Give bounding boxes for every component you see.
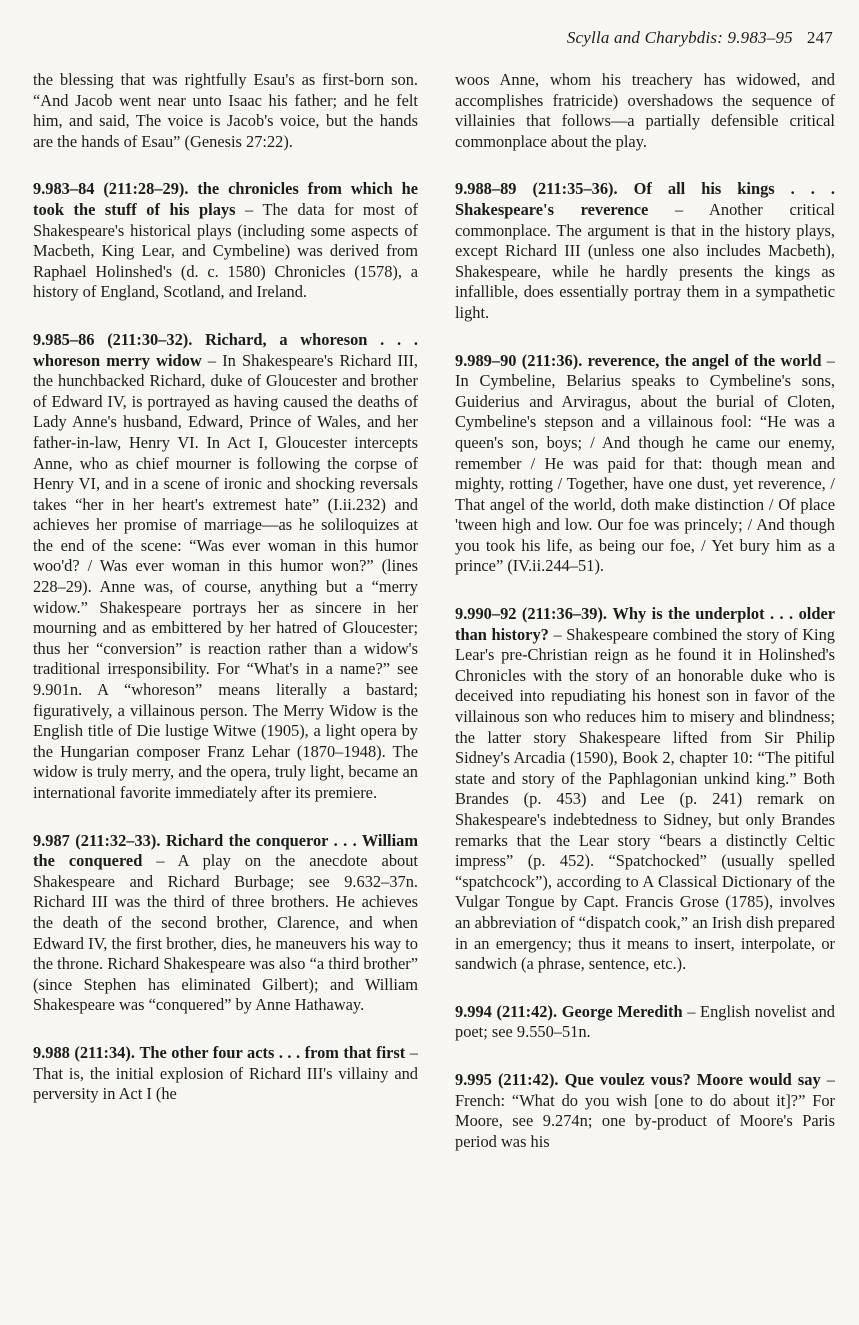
annotation-entry [455,179,835,323]
entry-lemma: the chronicles from which he took the stuff of his plays [33,179,418,219]
continued-text: woos Anne, whom his treachery has widowed, and accomplishes fratricide) overshadows the sequence of villainies that follows—a partially defensible critical commonplace about the play. [455,70,835,151]
annotation-entry [455,1070,835,1152]
entry-body: – In Cymbeline, Belarius speaks to Cymbeline's sons, Guiderius and Arviragus, about the burial of Cloten, Cymbeline's stepson and a villainous fool: “He was a queen's son, boys; / And though he came our enemy, remember / He was paid for that: though mean and mighty, rotting / Together, have one dust, yet reverence, / That angel of the world, doth make distinction / Of place 'tween high and low. Our foe was princely; / And though you took his life, as being our foe, / Yet bury him as a prince” (IV.ii.244–51). [455,350,835,576]
running-head [567,28,833,48]
entry-body: – In Shakespeare's Richard III, the hunchbacked Richard, duke of Gloucester and brother of Edward IV, is portrayed as having caused the deaths of Lady Anne's husband, Edward, Prince of Wales, and her father-in-law, Henry VI. In Act I, Gloucester intercepts Anne, who as chief mourner is following the corpse of Henry VI, and in a scene of ironic and shocking reversals takes “her in her heart's extremest hate” (I.ii.232) and achieves her promise of marriage—as he soliloquizes at the end of the scene: “Was ever woman in this humor woo'd? / Was ever woman in this humor won?” (lines 228–29). Anne was, of course, anything but a “merry widow.” Shakespeare portrays her as sincere in her mourning and as embittered by her hatred of Gloucester; thus her “conversion” is reaction rather than a widow's traditional irresponsibility. For “What's in a name?” see 9.901n. A “whoreson” means literally a bastard; figuratively, a villainous person. The Merry Widow is the English title of Die lustige Witwe (1905), a light opera by the Hungarian composer Franz Lehar (1870–1948). The widow is truly merry, and the opera, truly light, became an international favorite immediately after its premiere. [33,350,418,802]
entry-lemma: George Meredith [561,1001,683,1021]
entry-reference: 9.983–84 (211:28–29). [33,179,189,199]
entry-reference: 9.988–89 (211:35–36). [455,179,618,199]
entry-reference: 9.990–92 (211:36–39). [455,604,608,624]
entry-reference: 9.987 (211:32–33). [33,830,161,850]
entry-body: – The data for most of Shakespeare's historical plays (including some aspects of Macbeth, King Lear, and Cymbeline) was derived from Raphael Holinshed's (d. c. 1580) Chronicles (1578), a history of England, Scotland, and Ireland. [33,199,418,302]
entry-body: – French: “What do you wish [one to do about it]?” For Moore, see 9.274n; one by-product of Moore's Paris period was his [455,1069,835,1151]
annotation-entry [455,604,835,975]
entry-body: – A play on the anecdote about Shakespeare and Richard Burbage; see 9.632–37n. Richard III was the third of three brothers. He achieves the death of the second brother, Clarence, and when Edward IV, the first brother, dies, he maneuvers his way to the throne. Richard Shakespeare was also “a third brother” (since Stephen has eliminated Gilbert); and William Shakespeare was “conquered” by Anne Hathaway. [33,851,418,1015]
left-column [33,70,418,1132]
entry-reference: 9.989–90 (211:36). [455,350,583,370]
page-number: 247 [806,28,833,47]
running-head-title: Scylla and Charybdis: 9.983–95 [566,28,793,47]
entry-body: – That is, the initial explosion of Richard III's villainy and perversity in Act I (he [33,1042,418,1104]
entry-lemma: Why is the underplot . . . older than history? [455,604,835,644]
entry-body: – Shakespeare combined the story of King Lear's pre-Christian reign as he found it in Holinshed's Chronicles with the story of an honorable duke who is deceived into repudiating his honest son in favor of the villainous son who reduces him to misery and blindness; the latter story Shakespeare lifted from Sir Philip Sidney's Arcadia (1590), Book 2, chapter 10: “The pitiful state and story of the Paphlagonian unkind king.” Both Brandes (p. 453) and Lee (p. 241) remark on Shakespeare's indebtedness to Sidney, but only Brandes remarks that the Lear story “bears a distinctly Celtic impress” (p. 452). “Spatchocked” (usually spelled “spatchcock”), according to A Classical Dictionary of the Vulgar Tongue by Capt. Francis Grose (1785), involves an abbreviation of “dispatch cook,” an Irish dish prepared in an emergency; thus it means to insert, interpolate, or sandwich (a phrase, sentence, etc.). [455,624,835,974]
entry-lemma: Richard, a whoreson . . . whoreson merry widow [33,329,418,370]
entry-reference: 9.985–86 (211:30–32). [33,329,193,349]
entry-reference: 9.994 (211:42). [455,1001,558,1021]
entry-body: – English novelist and poet; see 9.550–51n. [455,1001,835,1042]
annotation-entry [455,1002,835,1043]
annotation-entry [33,179,418,303]
annotation-entry [33,831,418,1016]
annotation-entry [455,351,835,578]
annotation-entry [33,330,418,804]
annotation-entry [33,1043,418,1105]
entry-reference: 9.995 (211:42). [455,1069,559,1089]
entry-reference: 9.988 (211:34). [33,1042,135,1062]
right-column [455,70,835,1179]
entry-lemma: The other four acts . . . from that first [139,1042,406,1062]
entry-lemma: reverence, the angel of the world [587,350,822,370]
continued-text: the blessing that was rightfully Esau's as first-born son. “And Jacob went near unto Isaac his father; and he felt him, and said, The voice is Jacob's voice, but the hands are the hands of Esau” (Genesis 27:22). [33,70,418,151]
entry-body: – Another critical commonplace. The argument is that in the history plays, except Richard III (unless one also includes Macbeth), Shakespeare, while he hardly presents the kings as infallible, does essentially portray them in a sympathetic light. [455,199,835,322]
entry-lemma: Que voulez vous? Moore would say [564,1069,821,1089]
entry-lemma: Of all his kings . . . Shakespeare's reverence [455,179,835,219]
entry-lemma: Richard the conqueror . . . William the conquered [33,830,418,871]
